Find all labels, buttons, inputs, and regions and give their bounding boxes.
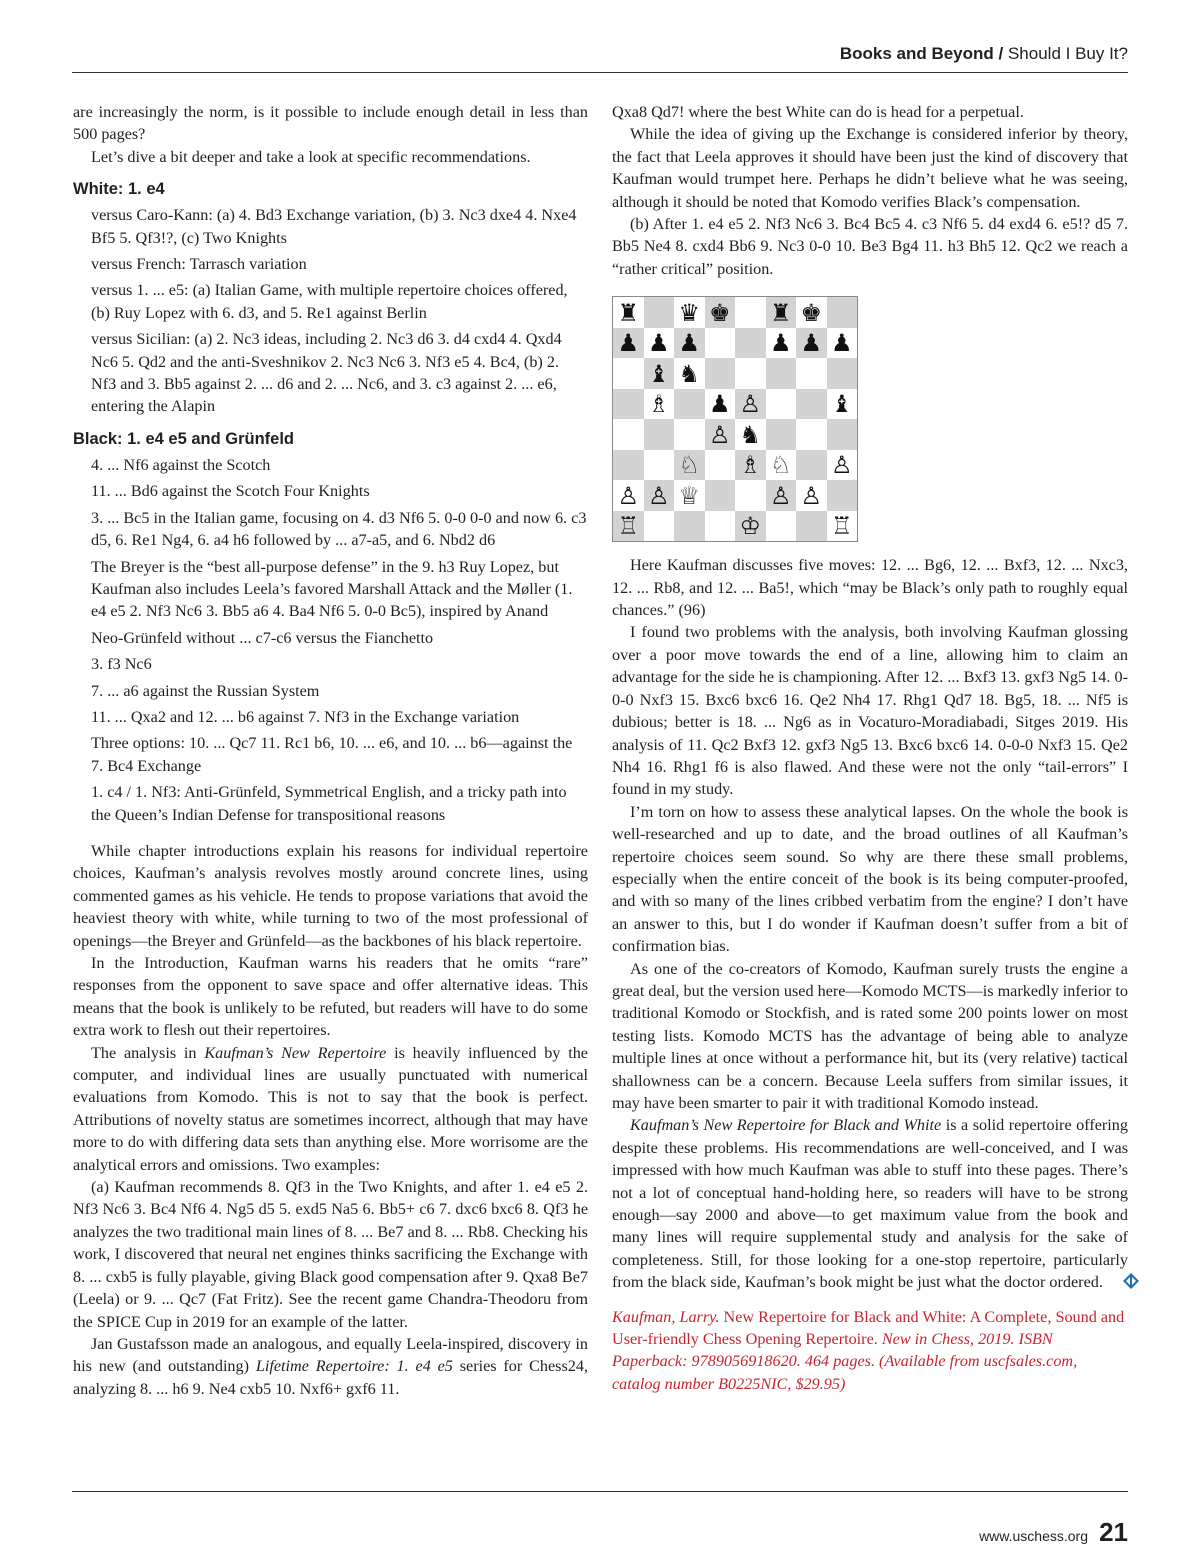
- board-square: [705, 358, 736, 389]
- body-paragraph: (b) After 1. e4 e5 2. Nf3 Nc6 3. Bc4 Bc5 4. c3 Nf6 5. d4 exd4 6. e5!? d5 7. Bb5 Ne4 8. cxd4 Bb6 9. Nc3 0-0 10. Be3 Bg4 11. h3 Bh5 12. Qc2 we reach a “rather critical” position.: [612, 215, 1128, 278]
- biblio-publisher: New in Chess, 2019. ISBN Paperback: 9789056918620. 464 pages. (Available from uscfsales.com, catalog number B0225NIC, $29.95): [612, 1330, 1078, 1393]
- white-repertoire-list: [91, 204, 588, 418]
- board-square: ♚: [796, 297, 827, 328]
- board-square: ♙: [644, 480, 675, 511]
- board-square: [613, 389, 644, 420]
- page-number: 21: [1099, 1517, 1128, 1547]
- intro-paragraph: are increasingly the norm, is it possible to include enough detail in less than 500 pages?: [73, 103, 588, 144]
- body-paragraph: Kaufman’s New Repertoire for Black and White is a solid repertoire offering despite these problems. His recommendations are well-conceived, and I was impressed with how much Kaufman was able to stuff into these pages. There’s not a lot of conceptual hand-holding here, so readers will have to be strong enough—say 2000 and above—to get maximum value from the book and many lines will require supplemental study and analysis for the sake of completeness. Still, for those looking for a one-stop repertoire, particularly from the black side, Kaufman’s book might be just what the doctor ordered.: [612, 1114, 1128, 1293]
- footer-rule: [72, 1491, 1128, 1492]
- list-item: 11. ... Bd6 against the Scotch Four Knights: [91, 482, 370, 501]
- board-square: ♙: [766, 480, 797, 511]
- board-square: ♟: [644, 328, 675, 359]
- running-header: [840, 44, 1128, 64]
- end-mark-icon: [1105, 1273, 1121, 1289]
- list-item: 1. c4 / 1. Nf3: Anti-Grünfeld, Symmetrical English, and a tricky path into the Queen’s Indian Defense for transpositional reasons: [91, 783, 567, 824]
- body-paragraph: (a) Kaufman recommends 8. Qf3 in the Two Knights, and after 1. e4 e5 2. Nf3 Nc6 3. Bc4 Nf6 4. Ng5 d5 5. exd5 Na5 6. Bb5+ c6 7. dxc6 bxc6 8. Qf3 he analyzes the two traditional main lines of 8. ... Be7 and 8. ... Rb8. Checking his work, I discovered that neural net engines thinks sacrificing the Exchange with 8. ... cxb5 is fully playable, giving Black good compensation after 9. Qxa8 Be7 (Leela) or 9. ... Qc7 (Fat Fritz). See the recent game Chandra-Theodoru from the SPICE Cup in 2019 for an example of the latter.: [73, 1178, 588, 1331]
- board-square: [827, 480, 858, 511]
- body-paragraph: In the Introduction, Kaufman warns his readers that he omits “rare” responses from the opponent to save space and offer alternative ideas. This means that the book is unlikely to be refuted, but readers will have to do some extra work to flesh out their repertoires.: [73, 954, 588, 1040]
- body-paragraph: While chapter introductions explain his reasons for individual repertoire choices, Kaufman’s analysis revolves mostly around concrete lines, using commented games as his vehicle. He tends to propose variations that avoid the heaviest theory with white, while turning to two of the most professional of openings—the Breyer and Grünfeld—as the backbones of his black repertoire.: [73, 841, 588, 950]
- header-section: Books and Beyond: [839, 44, 994, 63]
- list-item: versus Caro-Kann: (a) 4. Bd3 Exchange variation, (b) 3. Nc3 dxe4 4. Nxe4 Bf5 5. Qf3!?, (c) Two Knights: [91, 206, 577, 247]
- board-square: [705, 328, 736, 359]
- list-item: The Breyer is the “best all-purpose defense” in the 9. h3 Ruy Lopez, but Kaufman also includes Leela’s favored Marshall Attack and the Møller (1. e4 e5 2. Nf3 Nc6 3. Bb5 a6 4. Ba4 Nf6 5. 0-0 Bc5), inspired by Anand: [91, 557, 573, 621]
- board-square: ♗: [644, 389, 675, 420]
- body-paragraph: Here Kaufman discusses five moves: 12. ... Bg6, 12. ... Bxf3, 12. ... Nxc3, 12. ... Rb8, and 12. ... Ba5!, which “may be Black’s only path to roughly equal chances.” (96): [612, 556, 1128, 620]
- board-square: [827, 358, 858, 389]
- board-square: [796, 419, 827, 450]
- list-item: Three options: 10. ... Qc7 11. Rc1 b6, 10. ... e6, and 10. ... b6—against the 7. Bc4 Exchange: [91, 734, 573, 775]
- series-title: Lifetime Repertoire: 1. e4 e5: [255, 1357, 453, 1376]
- board-square: [674, 389, 705, 420]
- board-square: ♙: [827, 450, 858, 481]
- board-square: [766, 389, 797, 420]
- board-square: [674, 511, 705, 542]
- board-square: ♞: [735, 419, 766, 450]
- list-item: 3. ... Bc5 in the Italian game, focusing on 4. d3 Nf6 5. 0-0 0-0 and now 6. c3 d5, 6. Re1 Ng4, 6. a4 h6 followed by ... a7-a5, and 6. Nbd2 d6: [91, 508, 587, 550]
- board-square: ♘: [766, 450, 797, 481]
- board-square: ♙: [735, 389, 766, 420]
- board-square: ♖: [827, 511, 858, 542]
- list-item: 4. ... Nf6 against the Scotch: [91, 455, 271, 474]
- body-paragraph: While the idea of giving up the Exchange is considered inferior by theory, the fact that Leela approves it should have been just the kind of discovery that Kaufman would trumpet here. Perhaps he didn’t believe what he was seeing, although it should be noted that Komodo verifies Black’s compensation.: [612, 125, 1128, 211]
- body-paragraph: As one of the co-creators of Komodo, Kaufman surely trusts the engine a great deal, but the version used here—Komodo MCTS—is markedly inferior to traditional Komodo or Stockfish, and is rated some 200 points lower on most testing lists. Komodo MCTS has the advantage of being able to analyze multiple lines at once without a performance hit, but its (very relative) tactical shallowness can be a concern. Because Leela suffers from similar issues, it may have been smarter to pair it with traditional Komodo instead.: [612, 959, 1128, 1112]
- board-square: [705, 450, 736, 481]
- board-square: [613, 450, 644, 481]
- board-square: ♖: [613, 511, 644, 542]
- white-heading: White: 1. e4: [73, 180, 165, 199]
- board-square: ♛: [674, 297, 705, 328]
- board-square: ♟: [674, 328, 705, 359]
- board-square: [644, 511, 675, 542]
- board-square: [705, 480, 736, 511]
- board-square: [613, 358, 644, 389]
- body-paragraph: I found two problems with the analysis, both involving Kaufman glossing over a poor move towards the end of a line, allowing him to claim an advantage for the side he is championing. After 12. ... Bxf3 13. gxf3 Ng5 14. 0-0-0 Nxf3 15. Bxc6 bxc6 16. Qe2 Nh4 17. Rhg1 Qd7 18. Bg5, 18. ... Nf5 is dubious; better is 18. ... Ng6 as in Vocaturo-Moradiabadi, Sitges 2019. His analysis of 11. Qc2 Bxf3 12. gxf3 Ng5 13. Bxc6 bxc6 14. 0-0-0 Nxf3 15. Qe2 Nh4 16. Rhg1 f6 is also flawed. And these were not the only “tail-errors” I found in my study.: [612, 623, 1128, 799]
- black-heading: Black: 1. e4 e5 and Grünfeld: [73, 429, 294, 448]
- book-title: Kaufman’s New Repertoire for Black and White: [630, 1116, 942, 1135]
- board-square: [735, 297, 766, 328]
- list-item: 11. ... Qxa2 and 12. ... b6 against 7. Nf3 in the Exchange variation: [91, 707, 520, 726]
- header-subsection: Should I Buy It?: [1007, 44, 1128, 63]
- board-square: ♗: [735, 450, 766, 481]
- intro-paragraph: Let’s dive a bit deeper and take a look at specific recommendations.: [91, 147, 531, 166]
- left-column: [73, 101, 588, 1400]
- board-square: [827, 297, 858, 328]
- board-square: [613, 419, 644, 450]
- board-square: [644, 450, 675, 481]
- body-paragraph: The analysis in Kaufman’s New Repertoire is heavily influenced by the computer, and individual lines are usually punctuated with numerical evaluations from Komodo. This is not to say that the book is perfect. Attributions of novelty status are sometimes incorrect, although that may have more to do with differing data sets than anything else. More worrisome are the analytical errors and omissions. Two examples:: [73, 1043, 588, 1174]
- board-square: [827, 419, 858, 450]
- list-item: Neo-Grünfeld without ... c7-c6 versus the Fianchetto: [91, 628, 434, 647]
- board-square: ♜: [766, 297, 797, 328]
- board-square: [766, 419, 797, 450]
- list-item: versus French: Tarrasch variation: [91, 255, 307, 274]
- biblio-author: Kaufman, Larry.: [612, 1307, 720, 1326]
- board-square: [644, 419, 675, 450]
- chess-board: [613, 297, 857, 541]
- list-item: 3. f3 Nc6: [91, 655, 152, 674]
- board-square: ♝: [827, 389, 858, 420]
- board-square: [796, 450, 827, 481]
- board-square: ♟: [705, 389, 736, 420]
- black-repertoire-list: [91, 454, 588, 826]
- board-square: [674, 419, 705, 450]
- board-square: ♘: [674, 450, 705, 481]
- body-paragraph: Jan Gustafsson made an analogous, and equally Leela-inspired, discovery in his new (and outstanding) Lifetime Repertoire: 1. e4 e5 series for Chess24, analyzing 8. ... h6 9. Ne4 cxb5 10. Nxf6+ gxf6 11.: [73, 1334, 588, 1398]
- board-square: ♟: [827, 328, 858, 359]
- chess-diagram: [612, 296, 858, 542]
- board-square: ♕: [674, 480, 705, 511]
- list-item: versus Sicilian: (a) 2. Nc3 ideas, including 2. Nc3 d6 3. d4 cxd4 4. Qxd4 Nc6 5. Qd2 and the anti-Sveshnikov 2. Nc3 Nc6 3. Nf3 e5 4. Bc4, (b) 2. Nf3 and 3. Bb5 against 2. ... d6 and 2. ... Nc6, and 3. c3 against 2. ... e6, entering the Alapin: [91, 330, 562, 416]
- list-item: versus 1. ... e5: (a) Italian Game, with multiple repertoire choices offered, (b) Ruy Lopez with 6. d3, and 5. Re1 against Berlin: [91, 281, 568, 322]
- board-square: [766, 358, 797, 389]
- board-square: [705, 511, 736, 542]
- body-paragraph: I’m torn on how to assess these analytical lapses. On the whole the book is well-researched and up to date, and the broad outlines of all Kaufman’s repertoire choices seem sound. So why are there these small problems, especially when the entire conceit of the book is its being computer-proofed, and with so many of the lines cribbed verbatim from the engine? I don’t have an answer to this, but I do wonder if Kaufman doesn’t suffer from a bit of confirmation bias.: [612, 802, 1128, 956]
- board-square: [644, 297, 675, 328]
- board-square: [796, 511, 827, 542]
- biblio-title: New Repertoire for Black and White: A Complete, Sound and User-friendly Chess Opening Repertoire.: [612, 1307, 1125, 1349]
- board-square: ♙: [613, 480, 644, 511]
- board-square: ♔: [735, 511, 766, 542]
- board-square: ♙: [796, 480, 827, 511]
- bibliography: [612, 1306, 1128, 1396]
- header-rule: [72, 72, 1128, 73]
- board-square: ♙: [705, 419, 736, 450]
- board-square: [735, 328, 766, 359]
- right-column: [612, 101, 1128, 1395]
- board-square: [796, 389, 827, 420]
- book-title: Kaufman’s New Repertoire: [204, 1043, 387, 1062]
- board-square: ♟: [613, 328, 644, 359]
- board-square: ♚: [705, 297, 736, 328]
- board-square: ♝: [644, 358, 675, 389]
- board-square: ♟: [796, 328, 827, 359]
- board-square: ♞: [674, 358, 705, 389]
- footer-url: www.uschess.org: [979, 1528, 1088, 1544]
- board-square: [796, 358, 827, 389]
- body-paragraph: Qxa8 Qd7! where the best White can do is head for a perpetual.: [612, 103, 1024, 121]
- list-item: 7. ... a6 against the Russian System: [91, 681, 320, 700]
- board-square: [766, 511, 797, 542]
- board-square: [735, 358, 766, 389]
- header-separator: /: [993, 44, 1008, 63]
- board-square: ♜: [613, 297, 644, 328]
- board-square: [735, 480, 766, 511]
- board-square: ♟: [766, 328, 797, 359]
